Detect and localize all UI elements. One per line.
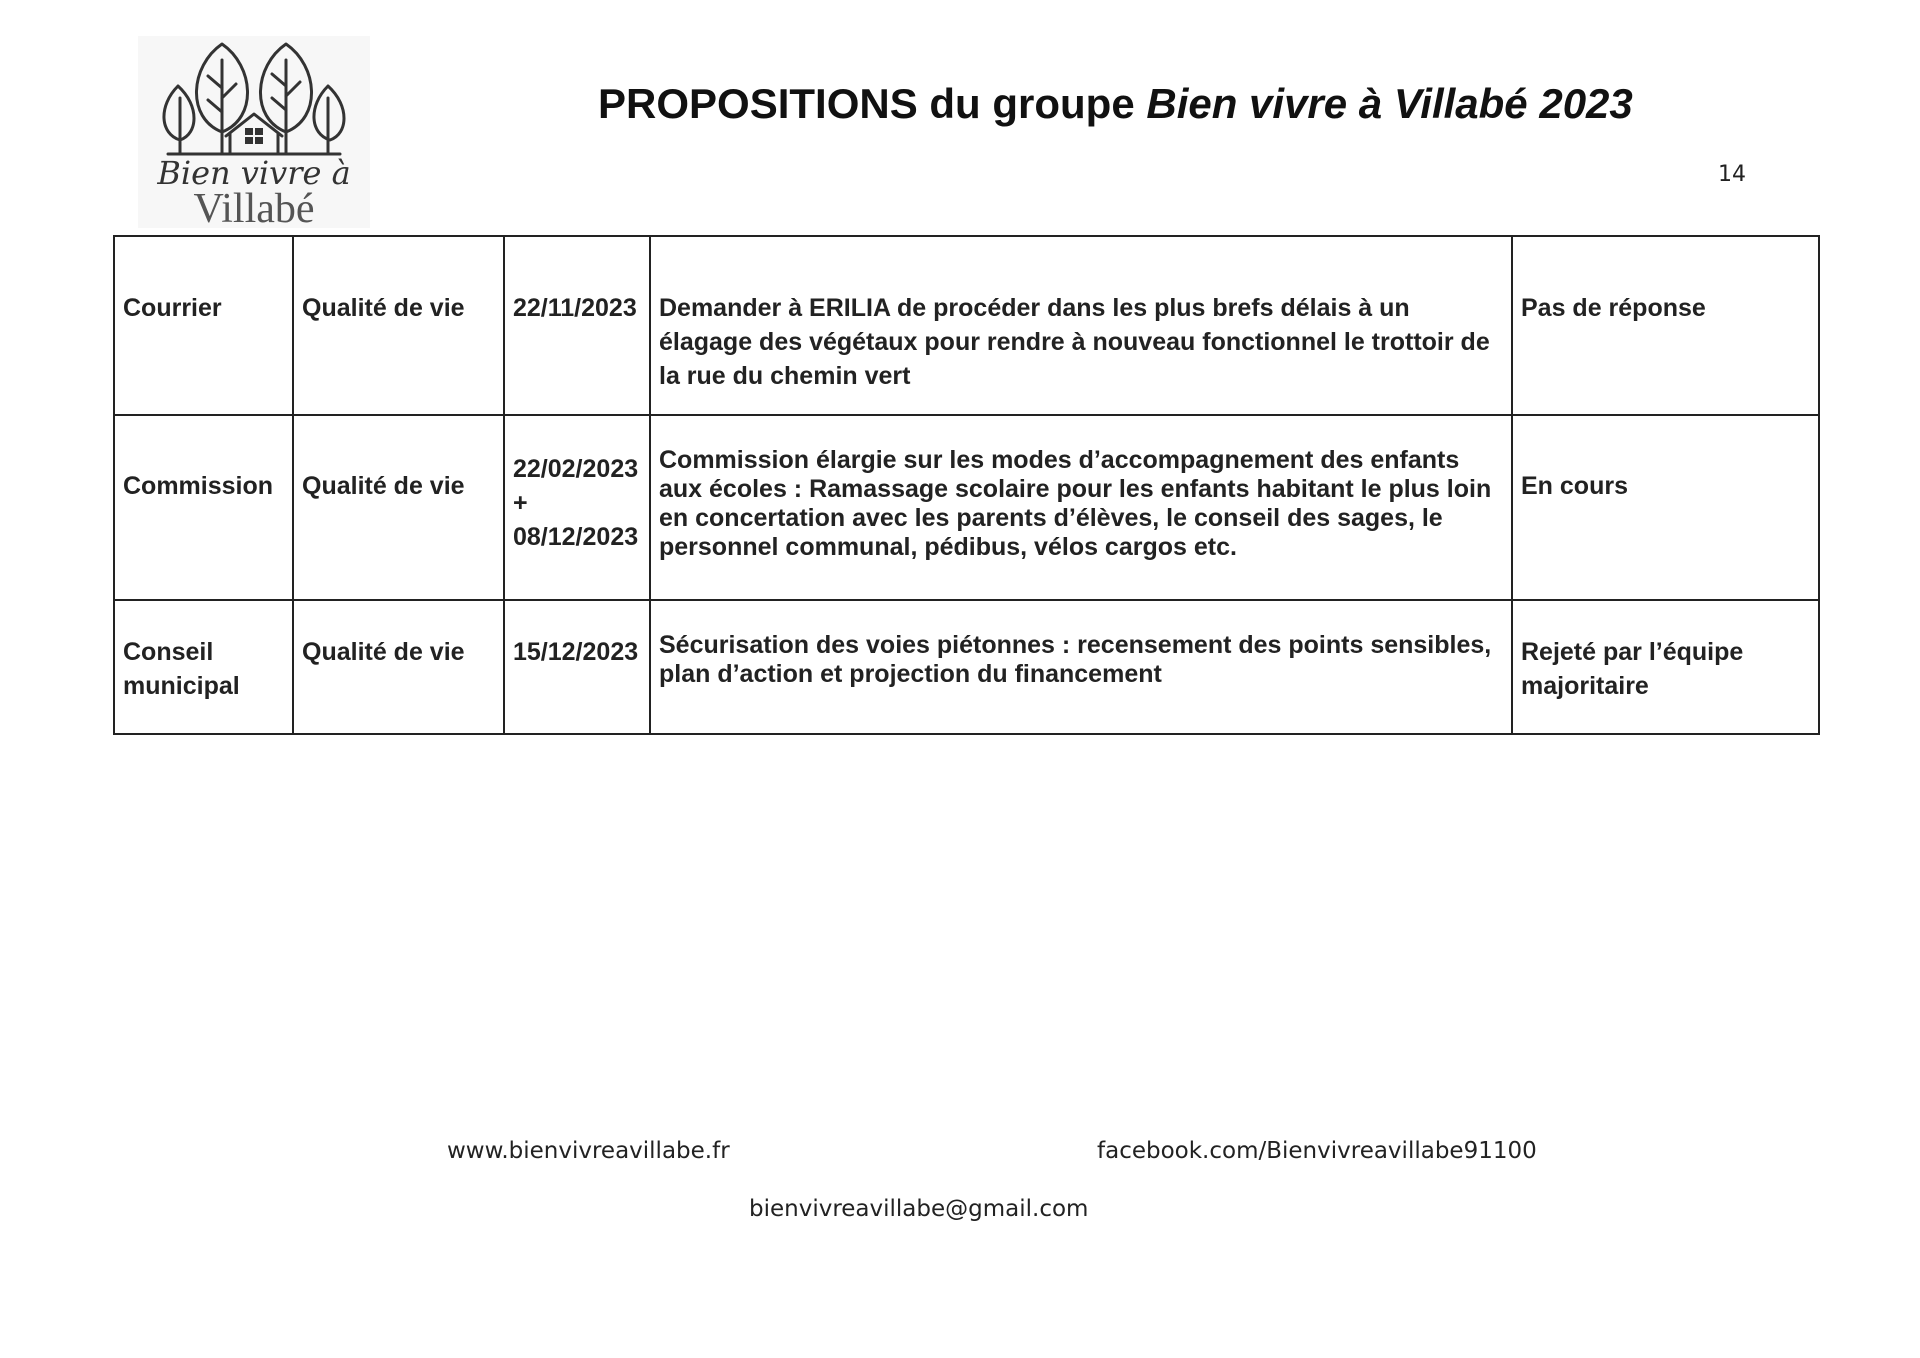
date-line: 15/12/2023 [513,638,639,666]
table-row [114,415,1819,600]
cell-theme: Qualité de vie [293,600,504,734]
cell-type: Conseil municipal [114,600,293,734]
logo-trees-house-icon [138,36,370,228]
cell-date [504,415,650,600]
date-line: 22/02/2023 [513,455,639,483]
cell-theme: Qualité de vie [293,415,504,600]
logo [138,36,370,228]
logo-line1: Bien vivre à [157,154,351,192]
cell-status: Rejeté par l’équipe majoritaire [1512,600,1819,734]
facebook-link[interactable]: facebook.com/Bienvivreavillabe91100 [1097,1138,1537,1164]
date-line: 22/11/2023 [513,294,637,322]
cell-date [504,236,650,415]
cell-type: Courrier [114,236,293,415]
proposals-table [113,235,1820,735]
table-row [114,600,1819,734]
table-row [114,236,1819,415]
website-link[interactable]: www.bienvivreavillabe.fr [447,1138,730,1164]
title-italic: Bien vivre à Villabé 2023 [1146,80,1633,127]
page-number: 14 [1718,162,1746,187]
email-link[interactable]: bienvivreavillabe@gmail.com [749,1196,1089,1222]
date-line: + [513,489,528,517]
date-line: 08/12/2023 [513,523,639,551]
logo-line2: Villabé [193,186,315,228]
cell-type: Commission [114,415,293,600]
page-title [598,80,1633,128]
cell-date [504,600,650,734]
title-prefix: PROPOSITIONS du groupe [598,80,1147,127]
cell-status: En cours [1512,415,1819,600]
cell-description: Commission élargie sur les modes d’accompagnement des enfants aux écoles : Ramassage scolaire pour les enfants habitant le plus loin en concertation avec les parents d’élèves, le conseil des sages, le personnel communal, pédibus, vélos cargos etc. [650,415,1512,600]
cell-description: Sécurisation des voies piétonnes : recensement des points sensibles, plan d’action et projection du financement [650,600,1512,734]
cell-description: Demander à ERILIA de procéder dans les plus brefs délais à un élagage des végétaux pour rendre à nouveau fonctionnel le trottoir de la rue du chemin vert [650,236,1512,415]
cell-status: Pas de réponse [1512,236,1819,415]
cell-theme: Qualité de vie [293,236,504,415]
